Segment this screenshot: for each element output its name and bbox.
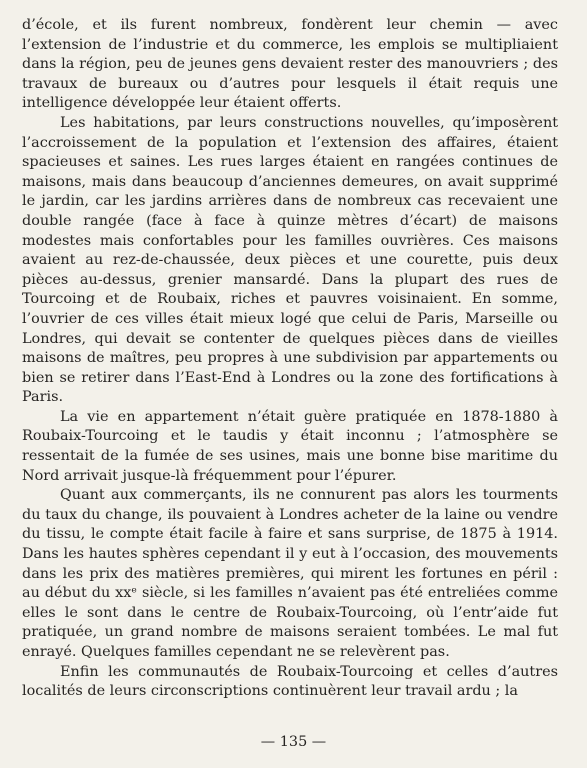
- paragraph-communautes: Enfin les communautés de Roubaix-Tourcoing et celles d’autres localités de leurs circonscriptions continuèrent leur travail ardu ; la: [22, 663, 558, 700]
- paragraph-habitations: Les habitations, par leurs constructions nouvelles, qu’imposèrent l’accroissement de la population et l’extension des affaires, étaient spacieuses et saines. Les rues larges étaient en rangées continues de maisons, mais dans beaucoup d’anciennes demeures, on avait supprimé le jardin, car les jardins arrières dans de nombreux cas recevaient une double rangée (face à face à quinze mètres d’écart) de maisons modestes mais confortables pour les familles ouvrières. Ces maisons avaient au rez-de-chaussée, deux pièces et une courette, puis deux pièces au-dessus, grenier mansardé. Dans la plupart des rues de Tourcoing et de Roubaix, riches et pauvres voisinaient. En somme, l’ouvrier de ces villes était mieux logé que celui de Paris, Marseille ou Londres, qui devait se contenter de quelques pièces dans de vieilles maisons de maîtres, peu propres à une subdivision par appartements ou bien se retirer dans l’East-End à Londres ou la zone des fortifications à Paris.: [22, 114, 558, 406]
- paragraph-vie-appartement: La vie en appartement n’était guère pratiquée en 1878-1880 à Roubaix-Tourcoing et le taudis y était inconnu ; l’atmosphère se ressentait de la fumée de ses usines, mais une bonne bise maritime du Nord arrivait jusque-là fréquemment pour l’épurer.: [22, 408, 558, 484]
- page-number: — 135 —: [260, 734, 327, 750]
- paragraph-commercants: Quant aux commerçants, ils ne connurent pas alors les tourments du taux du change, ils pouvaient à Londres acheter de la laine ou vendre du tissu, le compte était facile à faire et sans surprise, de 1875 à 1914. Dans les hautes sphères cependant il y eut à l’occasion, des mouvements dans les prix des matières premières, qui mirent les fortunes en péril : au début du xxᵉ siècle, si les familles n’avaient pas été entreliées comme elles le sont dans le centre de Roubaix-Tourcoing, où l’entr’aide fut pratiquée, un grand nombre de maisons seraient tombées. Le mal fut enrayé. Quelques familles cependant ne se relevèrent pas.: [22, 487, 558, 660]
- body-text: [22, 16, 558, 702]
- paragraph-continued: d’école, et ils furent nombreux, fondèrent leur chemin — avec l’extension de l’industrie et du commerce, les emplois se multipliaient dans la région, peu de jeunes gens devaient rester des manouvriers ; des travaux de bureaux ou d’autres pour lesquels il était requis une intelligence développée leur étaient offerts.: [22, 17, 558, 112]
